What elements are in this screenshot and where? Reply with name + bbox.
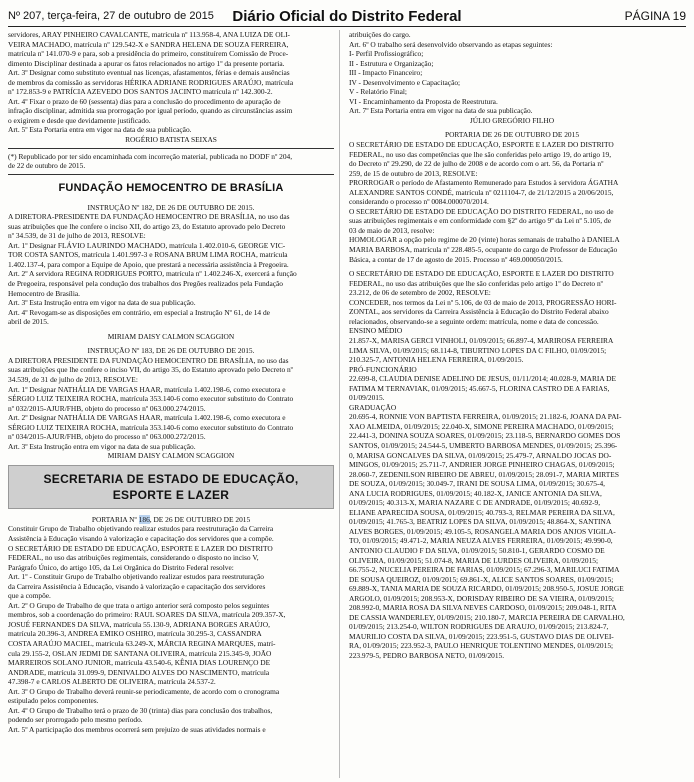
- text-line: A DIRETORA-PRESIDENTE DA FUNDAÇÃO HEMOCENTRO DE BRASÍLIA, no uso das: [8, 212, 290, 222]
- text-line: Art. 1º - Constituir Grupo de Trabalho objetivando realizar estudos para reestruturação: [8, 572, 264, 582]
- disciplinary-portaria-text: [8, 30, 334, 135]
- text-line: ANA LUCIA RODRIGUES, 01/09/2015; 40.182-X, JANICE ANTONIA DA SILVA,: [349, 488, 602, 498]
- text-line: suas atribuições que lhe confere o inciso XII, do artigo 23, do Estatuto aprovado pelo Decreto: [8, 221, 286, 231]
- text-line: MARIA BARBOSA, matrícula nº 228.485-5, ocupante do cargo de Professor de Educação: [349, 245, 618, 255]
- text-line: 03 de maio de 2013, resolve:: [349, 225, 435, 235]
- text-line: Art. 4º Fixar o prazo de 60 (sessenta) dias para a conclusão do procedimento de apuração de: [8, 96, 281, 106]
- page-header: [0, 0, 694, 26]
- text-line: ANDRADE, matrícula 31.099-9, DENIVALDO ALVES DO NASCIMENTO, matrícula: [8, 667, 270, 677]
- instruction-182-text: [8, 212, 334, 327]
- text-line: O SECRETÁRIO DE ESTADO DE EDUCAÇÃO, ESPORTE E LAZER DO DISTRITO: [349, 140, 614, 150]
- text-line: Art. 5º A participação dos membros ocorrerá sem prejuízo de suas atividades normais e: [8, 724, 266, 734]
- text-line: Art. 5º Esta Portaria entra em vigor na data de sua publicação.: [8, 125, 192, 135]
- text-line: nº 034/2015-AJUR/FHB, objeto do processo nº 063.000.272/2015.: [8, 432, 206, 442]
- text-line: ALEXANDRE SANTOS CONDÉ, matrícula nº 0211104-7, de 21/12/2015 a 20/06/2015,: [349, 187, 614, 197]
- text-line: Constituir Grupo de Trabalho objetivando realizar estudos para reestruturação da Carreira: [8, 524, 274, 534]
- text-line: Art. 4º O Grupo de Trabalho terá o prazo de 30 (trinta) dias para conclusão dos trabalhos,: [8, 705, 273, 715]
- text-line: 210.325-7, ANTONIA HELENA FERREIRA, 01/09/2015.: [349, 355, 524, 365]
- portaria-186-text: [8, 524, 334, 734]
- portaria-prorrogar-text: [349, 140, 675, 207]
- text-line: que a compõe.: [8, 591, 51, 601]
- republication-note: (*) Republicado por ter sido encaminhada com incorreção material, publicada no DODF nº 204,: [8, 151, 293, 161]
- text-line: considerando o processo nº 0084.000070/2014.: [349, 197, 489, 207]
- text-line: Art. 3º Esta Instrução entra em vigor na data de sua publicação.: [8, 298, 196, 308]
- text-line: PRORROGAR o período de Afastamento Remunerado para Estudos à servidora ÁGATHA: [349, 178, 619, 188]
- text-line: SÉRGIO LUIZ TEIXEIRA ROCHA, matrícula 353.140-6 como executor substituto do Contrato: [8, 394, 294, 404]
- text-line: FEDERAL, no uso das atribuições regimentais, considerando o disposto no inciso V,: [8, 553, 259, 563]
- text-line: DE SOUZA, 01/09/2015; 30.049-7, IRANI DE SOUSA LIMA, 01/09/2015; 30.675-4,: [349, 479, 606, 489]
- text-line: 34.539, de 31 de julho de 2013, RESOLVE:: [8, 374, 138, 384]
- text-line: nº 34.539, de 31 de julho de 2013, RESOLVE:: [8, 231, 146, 241]
- text-line: MINGOS, 01/09/2015; 25.711-7, ANDRIER JORGE PINHEIRO CHAGAS, 01/09/2015;: [349, 460, 615, 470]
- text-line: ARGOLO, 01/09/2015; 208.953-X, DORISDAY RIBEIRO DE SA VIEIRA, 01/09/2015;: [349, 593, 614, 603]
- text-line: Art. 6º O trabalho será desenvolvido observando as etapas seguintes:: [349, 39, 553, 49]
- text-line: Parágrafo Único, do artigo 105, da Lei Orgânica do Distrito Federal resolve:: [8, 562, 234, 572]
- signature-scaggion: MIRIAM DAISY CALMON SCAGGION: [107, 451, 235, 461]
- secretaria-heading-line: ESPORTE E LAZER: [112, 487, 230, 502]
- text-line: dimento Disciplinar destinada a apurar os fatos relacionados no artigo 1º da presente portaria.: [8, 58, 285, 68]
- portaria-progressao-text: [349, 269, 675, 660]
- secretaria-heading-line: SECRETARIA DE ESTADO DE EDUCAÇÃO,: [43, 471, 299, 486]
- text-line: 21.857-X, MARISA GERCI VINHOLI, 01/09/2015; 66.897-4, MARIROSA FERREIRA: [349, 335, 614, 345]
- text-line: Art. 2º A servidora REGINA RODRIGUES PORTO, matrícula nº 1.402.246-X, exercerá a função: [8, 269, 297, 279]
- issue-info: Nº 207, terça-feira, 27 de outubro de 2015: [8, 10, 214, 22]
- text-line: 69.889-X, TANIA MARIA DE SOUZA RICARDO, 01/09/2015; 208.950-5, JOSUE JORGE: [349, 584, 624, 594]
- highlighted-number: 186: [138, 514, 150, 524]
- text-line: GRADUAÇÃO: [349, 402, 397, 412]
- text-line: 23.212, de 06 de setembro de 2002, RESOLVE:: [349, 288, 491, 298]
- text-line: 66.755-2, NUCELIA PEREIRA DE FARIAS, 01/09/2015; 67.296-3, MARILUCI FATIMA: [349, 565, 620, 575]
- text-line: 223.979-5, PEDRO BARBOSA NETO, 01/09/2015.: [349, 651, 505, 660]
- text-line: 47.398-7 e CARLOS ALBERTO DE OLIVEIRA, matrícula 24.537-2.: [8, 677, 216, 687]
- section-rule: [8, 148, 334, 149]
- text-line: membros, sob a coordenação do primeiro: RAUL SOARES DA SILVA, matrícula 209.357-X,: [8, 610, 286, 620]
- text-line: 01/09/2015; 40.313-X, MARIA NAZARE C DE ANDRADE, 01/09/2015; 40.692-9,: [349, 498, 601, 508]
- right-column: [349, 30, 675, 778]
- text-line: II - Estrutura e Organização;: [349, 58, 434, 68]
- text-line: Art. 3º Designar como substituto eventual nas licenças, afastamentos, férias e demais ausências: [8, 68, 290, 78]
- text-line: I- Perfil Profissiográfico;: [349, 49, 424, 59]
- left-column: [8, 30, 334, 778]
- text-line: atribuições do cargo.: [349, 30, 411, 39]
- section-rule: [8, 174, 334, 175]
- text-line: V - Relatório Final;: [349, 87, 407, 97]
- column-divider: [339, 30, 340, 778]
- text-line: DE SOUSA QUEIROZ, 01/09/2015; 69.861-X, ALICE SANTOS SOARES, 01/09/2015;: [349, 574, 614, 584]
- text-line: XAO ALMEIDA, 01/09/2015; 22.040-X, SIMONE PEREIRA MACHADO, 01/09/2015;: [349, 421, 614, 431]
- text-line: FEDERAL, no uso das atribuições que lhe são conferidas pelo artigo 1º do Decreto nº: [349, 278, 603, 288]
- text-line: Art. 1º Designar FLÁVIO LAURINDO MACHADO, matrícula 1.402.010-6, GEORGE VIC-: [8, 240, 286, 250]
- text-line: Assistência à Educação visando à valorização e capacitação dos servidores que a compõe.: [8, 533, 274, 543]
- text-line: Art. 7º Esta Portaria entra em vigor na data de sua publicação.: [349, 106, 533, 116]
- text-line: de Pregoeira, responsável pela condução dos trabalhos dos Pregões realizados pela Fundação: [8, 279, 284, 289]
- text-line: JOSUÉ FERNANDES DA SILVA, matrícula 55.130-9, ADRIANA BORGES ARAÚJO,: [8, 619, 270, 629]
- text-line: ALVES BORGES, 01/09/2015; 49.105-5, ROSANGELA MARIA DOS ANJOS VIGILA-: [349, 526, 616, 536]
- text-line: 22.441-3, DONINA SOUZA SOARES, 01/09/2015; 23.118-5, BERNARDO GOMES DOS: [349, 431, 621, 441]
- portaria-title: PORTARIA DE 26 DE OUTUBRO DE 2015: [444, 130, 580, 140]
- signature-scaggion: MIRIAM DAISY CALMON SCAGGION: [107, 331, 235, 341]
- text-line: MAURILIO COSTA DA SILVA, 01/09/2015; 223.951-5, GUSTAVO DIAS DE OLIVEI-: [349, 631, 614, 641]
- text-line: 01/09/2015; 41.765-3, BEATRIZ LOPES DA SILVA, 01/09/2015; 48.864-X, SANTINA: [349, 517, 612, 527]
- text-line: VEIRA MACHADO, matrícula nº 129.542-X e SANDRA HELENA DE SOUZA FERREIRA,: [8, 39, 289, 49]
- text-line: podendo ser prorrogado pelo mesmo período.: [8, 715, 143, 725]
- text-line: nº 032/2015-AJUR/FHB, objeto do processo nº 063.000.274/2015.: [8, 403, 206, 413]
- text-line: COSTA ARAÚJO MACIEL, matrícula 63.249-X, MÁRCIA REGINA MARQUES, matrí-: [8, 638, 276, 648]
- text-line: matrícula nº 141.070-9 e para, sob a presidência do primeiro, constituírem Comissão de Proce-: [8, 49, 289, 59]
- text-line: de membros da comissão as servidoras HÉRIKA ADRIANE RODRIGUES ARAÚJO, matrícula: [8, 77, 294, 87]
- text-line: suas atribuições que lhe confere o inciso VII, do artigo 35, do Estatuto aprovado pelo Decreto nº: [8, 365, 293, 375]
- text-line: SANTOS, 01/09/2015; 24.544-5, UMBERTO BARBOSA MENDES, 01/09/2015; 25.396-: [349, 440, 618, 450]
- text-line: infração disciplinar, admitida sua prorrogação por igual período, quando as circunstâncias assim: [8, 106, 293, 116]
- text-line: ELIANE APARECIDA SOUSA, 01/09/2015; 40.793-3, RELMAR PEREIRA DA SILVA,: [349, 507, 615, 517]
- page-number: PÁGINA 19: [624, 9, 686, 23]
- text-line: O SECRETÁRIO DE ESTADO DE EDUCAÇÃO, ESPORTE E LAZER DO DISTRITO: [8, 543, 273, 553]
- text-line: Art. 1º Designar NATHÁLIA DE VARGAS HAAR, matrícula 1.402.198-6, como executora e: [8, 384, 286, 394]
- text-line: 28.060-7, ZEDENILSON RIBEIRO DE ABREU, 01/09/2015; 28.091-7, MARIA MIRTES: [349, 469, 619, 479]
- text-line: Art. 3º Esta Instrução entra em vigor na data de sua publicação.: [8, 441, 196, 451]
- text-line: TO, 01/09/2015; 49.471-2, MARIA NEUZA ALVES FERREIRA, 01/09/2015; 49.990-0,: [349, 536, 613, 546]
- text-line: 01/09/2015.: [349, 393, 385, 403]
- text-line: 259, de 15 de outubro de 2013, RESOLVE:: [349, 168, 478, 178]
- text-line: OLIVEIRA, 01/09/2015; 51.074-8, MARIA DE LURDES OLIVEIRA, 01/09/2015;: [349, 555, 599, 565]
- text-line: cula 29.155-2, OSLAN JEDMI DE SANTANA OLIVEIRA, matrícula 215.345-9, JOÃO: [8, 648, 272, 658]
- portaria-186-title: PORTARIA Nº 186, DE 26 DE OUTUBRO DE 2015: [91, 514, 251, 524]
- portaria-homologar-text: [349, 207, 675, 264]
- text-line: Básica, a contar de 17 de agosto de 2015. Processo nº 469.000050/2015.: [349, 254, 563, 264]
- text-line: ZONTAL, aos servidores da Carreira Assistência à Educação do Distrito Federal abaixo: [349, 307, 609, 317]
- text-line: IV - Desenvolvimento e Capacitação;: [349, 77, 461, 87]
- text-line: o exigirem e desde que devidamente justificado.: [8, 115, 151, 125]
- text-line: MARREIROS SOLANO JUNIOR, matrícula 43.540-6, KÊNIA DIAS LOURENÇO DE: [8, 658, 271, 668]
- text-line: matrícula 20.396-3, ANDREA EMIKO OSHIRO, matrícula 30.295-3, CASSANDRA: [8, 629, 262, 639]
- text-line: FATIMA M TERNAVIAK, 01/09/2015; 45.667-5, FLORINA CASTRO DE A FARIAS,: [349, 383, 610, 393]
- text-line: RA, 01/09/2015; 223.952-3, PAULO HENRIQUE TOLENTINO MENDES, 01/09/2015;: [349, 641, 614, 651]
- text-line: O SECRETÁRIO DE ESTADO DE EDUCAÇÃO, ESPORTE E LAZER DO DISTRITO: [349, 269, 614, 279]
- instruction-183-title: INSTRUÇÃO Nº 183, DE 26 DE OUTUBRO DE 2015.: [87, 346, 255, 356]
- text-line: Art. 2º Designar NATHÁLIA DE VARGAS HAAR, matrícula 1.402.198-6, como executora e: [8, 413, 286, 423]
- text-line: 208.992-0, MARIA ROSA DA SILVA NEVES CARDOSO, 01/09/2015; 209.048-1, RITA: [349, 603, 617, 613]
- text-line: Art. 2º O Grupo de Trabalho de que trata o artigo anterior será composto pelos seguintes: [8, 600, 270, 610]
- text-line: HOMOLOGAR a opção pelo regime de 20 (vinte) horas semanais de trabalho à DANIELA: [349, 235, 620, 245]
- text-line: 0, MARISA GONCALVES DA SILVA, 01/09/2015; 25.479-7, ARNALDO JOCAS DO-: [349, 450, 612, 460]
- republication-note: de 22 de outubro de 2015.: [8, 161, 86, 171]
- text-line: PRÓ-FUNCIONÁRIO: [349, 364, 417, 374]
- text-line: CONCEDER, nos termos da Lei nº 5.106, de 03 de maio de 2013, PROGRESSÃO HORI-: [349, 297, 617, 307]
- text-line: ANTONIO CLAUDIO F DA SILVA, 01/09/2015; 50.810-1, GERARDO COSMO DE: [349, 545, 605, 555]
- signature-seixas: ROGÉRIO BATISTA SEIXAS: [125, 135, 217, 145]
- text-line: suas atribuições regimentais e em conformidade com §2º do artigo 9º da Lei nº 5.105, de: [349, 216, 611, 226]
- text-line: ENSINO MÉDIO: [349, 326, 403, 336]
- text-line: DE CASSIA WANDERLEY, 01/09/2015; 210.180-7, MARCIA PEREIRA DE CARVALHO,: [349, 612, 625, 622]
- text-line: relacionados, observando-se a seguinte ordem: matrícula, nome e data de concessão.: [349, 316, 599, 326]
- text-line: A DIRETORA PRESIDENTE DA FUNDAÇÃO HEMOCENTRO DE BRASÍLIA, no uso das: [8, 355, 289, 365]
- text-line: do Decreto nº 29.290, de 22 de julho de 2008 e de acordo com o art. 56, da Portaria nº: [349, 159, 604, 169]
- text-line: LIMA SILVA, 01/09/2015; 68.114-8, TIBURTINO LOPES DA C FILHO, 01/09/2015;: [349, 345, 607, 355]
- text-line: abril de 2015.: [8, 317, 49, 327]
- text-line: Art. 4º Revogam-se as disposições em contrário, em especial a Instrução Nº 61, de 14 de: [8, 307, 270, 317]
- text-line: 1.402.137-4, para compor a Equipe de Apoio, que prestará a necessária assistência à Pregoeira.: [8, 259, 289, 269]
- text-line: O SECRETÁRIO DE ESTADO DE EDUCAÇÃO DO DISTRITO FEDERAL, no uso de: [349, 206, 614, 216]
- instruction-183-text: [8, 356, 334, 451]
- text-line: nº 172.853-9 e PATRÍCIA AZEVEDO DOS SANTOS JACINTO matrícula nº 142.300-2.: [8, 87, 273, 97]
- portaria-186-continuation: [349, 30, 675, 116]
- text-line: servidores, ARAY PINHEIRO CAVALCANTE, matrícula nº 113.958-4, ANA LUIZA DE OLI-: [8, 30, 291, 39]
- text-line: FEDERAL, no uso das competências que lhe são conferidas pelo artigo 19, do artigo 19,: [349, 149, 612, 159]
- header-divider: [8, 26, 686, 27]
- text-line: estipulado pelos componentes.: [8, 696, 99, 706]
- gazette-title: Diário Oficial do Distrito Federal: [232, 8, 462, 25]
- text-line: 20.695-4, RONNIE VON BAPTISTA FERREIRA, 01/09/2015; 21.182-6, JOANA DA PAI-: [349, 412, 622, 422]
- text-line: 01/09/2015; 213.254-0, WILTON RODRIGUES DE ARAUJO, 01/09/2015; 213.824-7,: [349, 622, 609, 632]
- institution-heading: FUNDAÇÃO HEMOCENTRO DE BRASÍLIA: [58, 181, 284, 194]
- text-line: da Carreira Assistência à Educação, visando à valorização e capacitação dos servidores: [8, 581, 266, 591]
- text-line: VI - Encaminhamento da Proposta de Reestrutura.: [349, 96, 498, 106]
- text-line: TOR COSTA SANTOS, matrícula 1.401.997-3 e ROSANA BRUM LIMA ROCHA, matrícula: [8, 250, 288, 260]
- text-line: SÉRGIO LUIZ TEIXEIRA ROCHA, matrícula 353.140-6 como executor substituto do Contrato: [8, 422, 294, 432]
- signature-gregorio: JÚLIO GREGÓRIO FILHO: [469, 115, 555, 125]
- text-line: Art. 3º O Grupo de Trabalho deverá reunir-se periodicamente, de acordo com o cronograma: [8, 686, 280, 696]
- text-line: III - Impacto Financeiro;: [349, 68, 423, 78]
- secretaria-heading-box: [8, 465, 334, 509]
- text-line: 22.699-8, CLAUDIA DENISE ADELINO DE JESUS, 01/11/2014; 40.028-9, MARIA DE: [349, 374, 617, 384]
- instruction-182-title: INSTRUÇÃO Nº 182, DE 26 DE OUTUBRO DE 2015.: [87, 202, 255, 212]
- text-line: Hemocentro de Brasília.: [8, 288, 81, 298]
